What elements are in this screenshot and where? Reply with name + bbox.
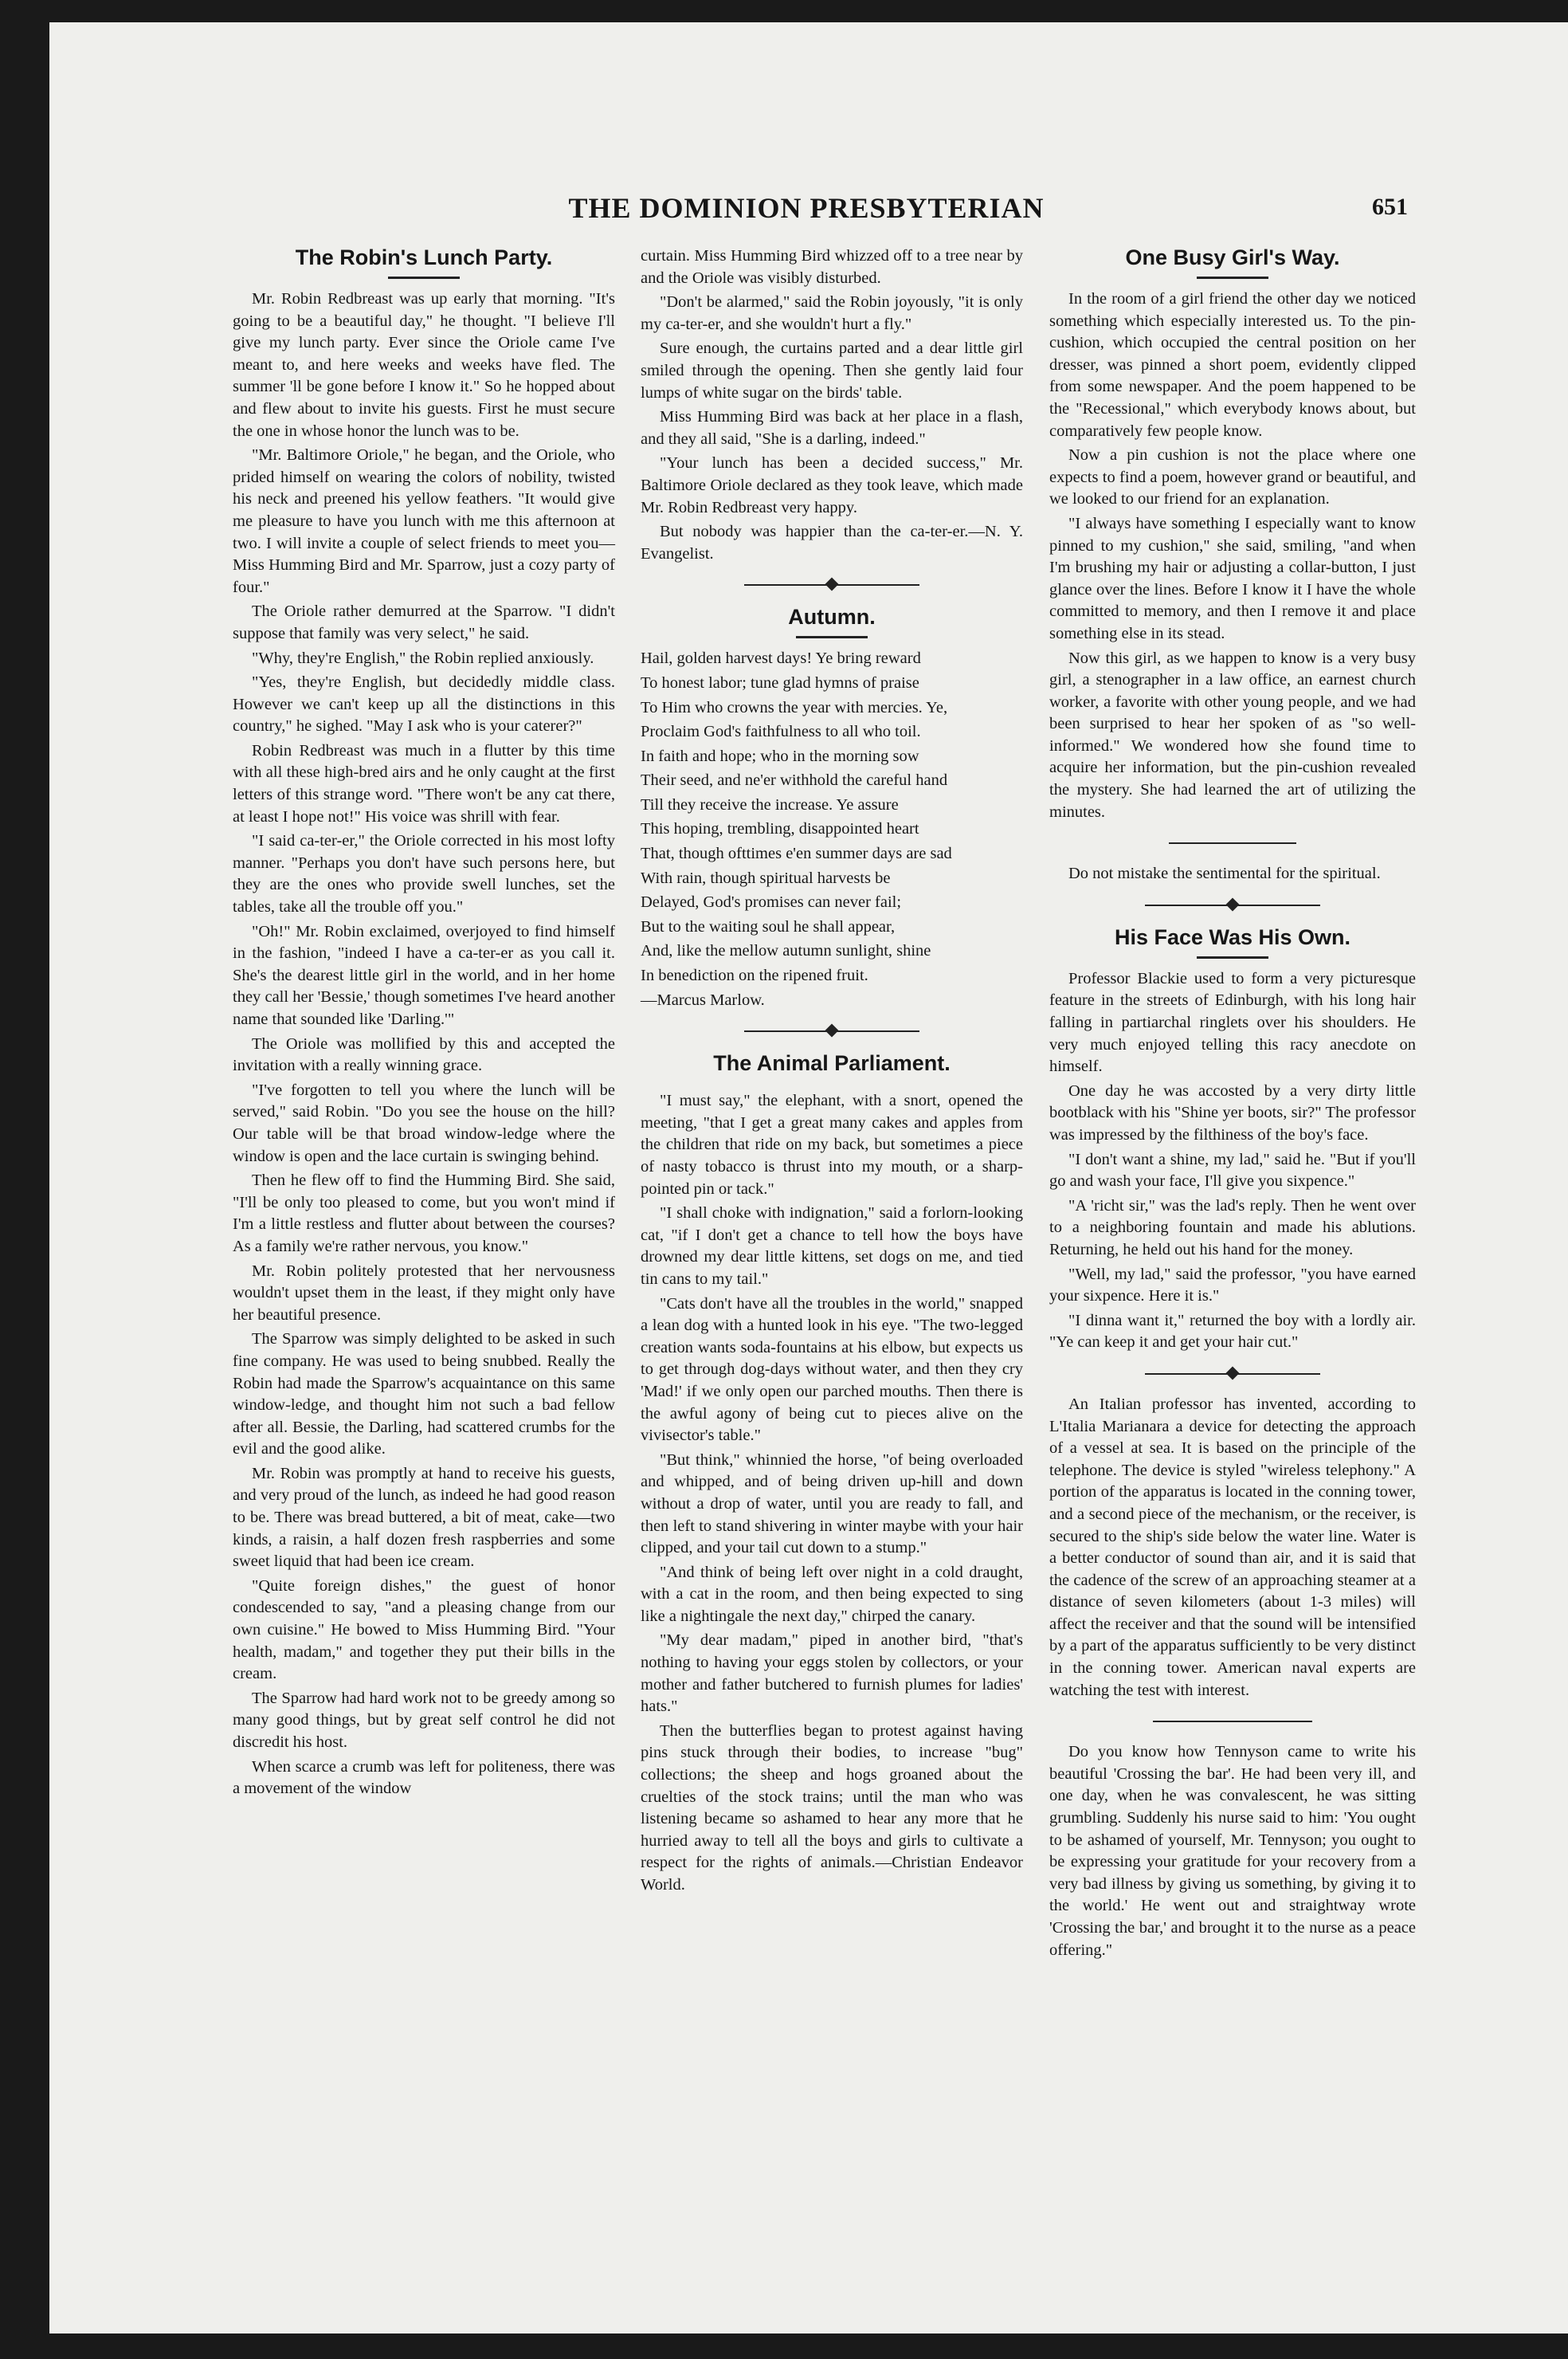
busy-paragraph: "I always have something I especially want to know pinned to my cushion," she said, smiling, "and when I'm brushing my hair or adjusting a collar-button, I just glance over the lines. Before I know it I have the whole committed to memory, and then I remove it and place something else in its stead. (1049, 514, 1416, 642)
poem-line: Proclaim God's faithfulness to all who toil. (641, 723, 921, 741)
robin-paragraph: Then he flew off to find the Humming Bird. She said, "I'll be only too pleased to come, but you won't mind if I'm a little restless and flutter about between the courses? As a family we're rather nervous, you know." (233, 1172, 615, 1255)
animal-paragraph: "And think of being left over night in a cold draught, with a cat in the room, and then being expected to sing like a nightingale the next day," chirped the canary. (641, 1563, 1023, 1625)
telephone-paragraph: An Italian professor has invented, according to L'Italia Marianara a device for detecting the approach of a vessel at sea. It is based on the principle of the telephone. The device is styled "wireless telephony." A portion of the apparatus is located in the conning tower, and a second piece of the mechanism, or the receiver, is secured to the ship's side below the water line. Water is a better conductor of sound than air, and it is said that the cadence of the screw of an approaching steamer at a distance of seven kilometers (about 1-3 miles) will affect the receiver and that the sound will be intensified by a part of the apparatus sufficiently to be very distinct in the conning tower. American naval experts are watching the test with interest. (1049, 1395, 1416, 1699)
animal-paragraph: "I must say," the elephant, with a snort, opened the meeting, "that I get a great many cakes and apples from the children that ride on my back, but sometimes a piece of nasty tobacco is thrust into my mouth, or a sharp-pointed pin or tack." (641, 1092, 1023, 1198)
section-divider (744, 576, 919, 594)
robin-paragraph: "I've forgotten to tell you where the lunch will be served," said Robin. "Do you see the house on the hill? Our table will be that broad window-ledge where the window is open and the lace curtain is swinging behind. (233, 1081, 615, 1165)
poem-line: In benediction on the ripened fruit. (641, 967, 868, 985)
robin-paragraph: Mr. Robin Redbreast was up early that morning. "It's going to be a beautiful day," he thought. "I believe I'll give my lunch party. Ever since the Oriole came I've meant to, and here weeks and weeks have fled. The summer 'll be gone before I know it." So he hopped about and flew about to invite his guests. First he must secure the one in whose honor the lunch was to be. (233, 290, 615, 440)
robin-paragraph: Mr. Robin was promptly at hand to receive his guests, and very proud of the lunch, as indeed he had good reason to be. There was bread buttered, a bit of meat, cake—two kinds, a raisin, a half dozen fresh raspberries and some sweet liquid that had been ice cream. (233, 1464, 615, 1571)
poem-line: To honest labor; tune glad hymns of praise (641, 673, 919, 692)
robin-paragraph: "Why, they're English," the Robin replied anxiously. (252, 649, 594, 667)
section-divider (1145, 1365, 1320, 1383)
poem-line: And, like the mellow autumn sunlight, shine (641, 942, 931, 960)
title-rule (1197, 277, 1268, 279)
robin-paragraph: Mr. Robin politely protested that her nervousness wouldn't upset them in the least, if they might only have her beautiful presence. (233, 1262, 615, 1324)
poem-line: With rain, though spiritual harvests be (641, 869, 891, 887)
robin-paragraph: "Quite foreign dishes," the guest of honor condescended to say, "and a pleasing change from our own cuisine." He bowed to Miss Humming Bird. "Your health, madam," and together they put their bills in the cream. (233, 1576, 615, 1683)
robin-paragraph: Miss Humming Bird was back at her place in a flash, and they all said, "She is a darling, indeed." (641, 408, 1023, 448)
busy-note: Do not mistake the sentimental for the spiritual. (1068, 865, 1381, 883)
face-paragraph: "Well, my lad," said the professor, "you have earned your sixpence. Here it is." (1049, 1265, 1416, 1305)
robin-title: The Robin's Lunch Party. (295, 245, 553, 269)
title-rule (796, 636, 868, 638)
face-title: His Face Was His Own. (1114, 924, 1351, 949)
face-paragraph: "I dinna want it," returned the boy with a lordly air. "Ye can keep it and get your hair cut." (1049, 1311, 1416, 1352)
animal-paragraph: "My dear madam," piped in another bird, "that's nothing to having your eggs stolen by collectors, or your mother and father butchered to furnish plumes for ladies' hats." (641, 1631, 1023, 1716)
robin-paragraph: curtain. Miss Humming Bird whizzed off to a tree near by and the Oriole was visibly disturbed. (641, 247, 1023, 287)
face-paragraph: Professor Blackie used to form a very picturesque feature in the streets of Edinburgh, with his long hair falling in partiarchal ringlets over his shoulders. He very much enjoyed telling this racy anecdote on himself. (1049, 969, 1416, 1076)
robin-paragraph: Robin Redbreast was much in a flutter by this time with all these high-bred airs and he only caught at the first letters of this strange word. "There won't be any cat there, at least I hope not!" His voice was shrill with fear. (233, 741, 615, 826)
robin-paragraph: The Sparrow was simply delighted to be asked in such fine company. He was used to being snubbed. Really the Robin had made the Sparrow's acquaintance on this same window-ledge, and thought him not such a bad fellow after all. Bessie, the Darling, had scattered crumbs for the evil and the good alike. (233, 1330, 615, 1458)
poem-line: But to the waiting soul he shall appear, (641, 917, 896, 936)
newspaper-page (49, 22, 1568, 2333)
poem-line: Till they receive the increase. Ye assure (641, 795, 899, 814)
robin-paragraph: "Oh!" Mr. Robin exclaimed, overjoyed to find himself in the fashion, "indeed I have a ca-ter-er as you call it. She's the dearest little girl in the world, and in her home they call her 'Bessie,' though sometimes I've heard another name that sounded like 'Darling.'" (233, 922, 615, 1028)
poem-line: To Him who crowns the year with mercies. Ye, (641, 698, 948, 716)
busy-paragraph: Now this girl, as we happen to know is a very busy girl, a stenographer in a law office, an earnest church worker, a favorite with other young people, and we had been surprised to hear her spoken of as "so well-informed." We wondered how she found time to acquire her information, but the pin-cushion revealed the mystery. She had learned the art of utilizing the minutes. (1049, 649, 1416, 821)
robin-paragraph: The Oriole rather demurred at the Sparrow. "I didn't suppose that family was very select," he said. (233, 603, 615, 642)
autumn-poem (641, 648, 1023, 1011)
title-rule (1197, 956, 1268, 959)
robin-paragraph: The Sparrow had hard work not to be greedy among so many good things, but by great self control he did not discredit his host. (233, 1689, 615, 1751)
robin-paragraph: When scarce a crumb was left for politeness, there was a movement of the window (233, 1757, 615, 1798)
masthead: THE DOMINION PRESBYTERIAN (568, 192, 1045, 224)
face-paragraph: "A 'richt sir," was the lad's reply. Then he went over to a neighboring fountain and made his ablutions. Returning, he held out his hand for the money. (1049, 1196, 1416, 1258)
robin-paragraph: "Your lunch has been a decided success," Mr. Baltimore Oriole declared as they took leave, which made Mr. Robin Redbreast very happy. (641, 454, 1023, 516)
title-rule (388, 277, 460, 279)
robin-paragraph: "Don't be alarmed," said the Robin joyously, "it is only my ca-ter-er, and she wouldn't hurt a fly." (641, 293, 1023, 333)
poem-line: In faith and hope; who in the morning sow (641, 747, 919, 765)
autumn-title: Autumn. (788, 605, 876, 630)
robin-paragraph: But nobody was happier than the ca-ter-er.—N. Y. Evangelist. (641, 523, 1023, 563)
busy-paragraph: Now a pin cushion is not the place where one expects to find a poem, however grand or beautiful, and we looked to our friend for an explanation. (1049, 446, 1416, 508)
poem-author: —Marcus Marlow. (641, 991, 765, 1009)
robin-paragraph: "I said ca-ter-er," the Oriole corrected in his most lofty manner. "Perhaps you don't have such persons here, but they are the ones who provide swell lunches, set the tables, take all the trouble off you." (233, 832, 615, 917)
face-paragraph: "I don't want a shine, my lad," said he. "But if you'll go and wash your face, I'll give you sixpence." (1049, 1150, 1416, 1191)
page-number: 651 (1372, 194, 1408, 220)
section-divider (1153, 1713, 1312, 1730)
poem-line: This hoping, trembling, disappointed heart (641, 820, 919, 838)
poem-line: Hail, golden harvest days! Ye bring reward (641, 650, 921, 668)
animal-paragraph: Then the butterflies began to protest against having pins stuck through their bodies, to increase "bug" collections; the sheep and hogs groaned about the cruelties of the stock trains; until the man who was listening became so ashamed to hear any more that he hurried away to tell all the boys and girls to cultivate a respect for the rights of animals.—Christian Endeavor World. (641, 1721, 1023, 1894)
animal-paragraph: "But think," whinnied the horse, "of being overloaded and whipped, and of being driven up-hill and down without a drop of water, until you are ready to fall, and then left to stand shivering in winter maybe with your hair clipped, and your tail cut down to a stump." (641, 1450, 1023, 1557)
section-divider (1169, 834, 1296, 852)
poem-line: Delayed, God's promises can never fail; (641, 893, 902, 912)
animal-paragraph: "I shall choke with indignation," said a forlorn-looking cat, "if I don't get a chance to tell how the boys have drowned my dear little kittens, set dogs on me, and tied tin cans to my tail." (641, 1204, 1023, 1288)
poem-line: That, though ofttimes e'en summer days are sad (641, 845, 952, 863)
poem-line: Their seed, and ne'er withhold the careful hand (641, 771, 948, 790)
section-divider (744, 1022, 919, 1040)
busy-title: One Busy Girl's Way. (1125, 245, 1340, 269)
animal-paragraph: "Cats don't have all the troubles in the world," snapped a lean dog with a hunted look in his eye. "The two-legged creation wants soda-fountains at his elbow, but expects us to get through dog-days without water, and then they cry 'Mad!' if we only open our parched mouths. Then there is the awful agony of being cut to pieces alive on the vivisector's table." (641, 1294, 1023, 1445)
column-1 (233, 245, 615, 1803)
tennyson-paragraph: Do you know how Tennyson came to write his beautiful 'Crossing the bar'. He had been very ill, and one day, when he was convalescent, he was sitting grumbling. Suddenly his nurse said to him: 'You ought to be ashamed of yourself, Mr. Tennyson; you ought to be expressing your gratitude for your recovery from a very bad illness by giving us something, by giving it to the world.' He went out and straightway wrote 'Crossing the bar,' and brought it to the nurse as a peace offering." (1049, 1743, 1416, 1959)
face-paragraph: One day he was accosted by a very dirty little bootblack with his "Shine yer boots, sir?" The professor was impressed by the filthiness of the boy's face. (1049, 1081, 1416, 1144)
robin-paragraph: Sure enough, the curtains parted and a dear little girl smiled through the opening. Then she gently laid four lumps of white sugar on the birds' table. (641, 340, 1023, 402)
animal-title: The Animal Parliament. (713, 1051, 951, 1076)
robin-paragraph: "Yes, they're English, but decidedly middle class. However we can't keep up all the distinctions in this country," he sighed. "May I ask who is your caterer?" (233, 673, 615, 736)
robin-paragraph: The Oriole was mollified by this and accepted the invitation with a really winning grace. (233, 1034, 615, 1075)
busy-paragraph: In the room of a girl friend the other day we noticed something which especially interested us. To the pin-cushion, which occupied the central position on her dresser, was pinned a short poem, evidently clipped from some newspaper. And the poem happened to be the "Recessional," which everybody knows about, but comparatively few people know. (1049, 290, 1416, 440)
column-3 (1049, 245, 1416, 1964)
column-2 (641, 245, 1023, 1899)
section-divider (1145, 897, 1320, 914)
robin-paragraph: "Mr. Baltimore Oriole," he began, and the Oriole, who prided himself on wearing the colors of nobility, twisted his neck and preened his yellow feathers. "It would give me pleasure to have you lunch with me this afternoon at two. I will invite a couple of select friends to meet you—Miss Humming Bird and Mr. Sparrow, just a cozy party of four." (233, 446, 615, 596)
